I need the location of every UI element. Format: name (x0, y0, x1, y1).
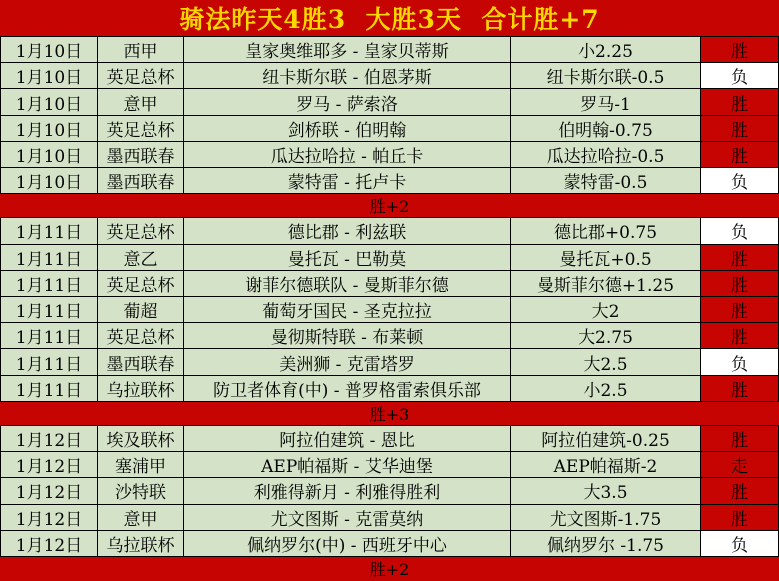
table-row (0, 89, 779, 115)
section-summary-bar: 胜+3 (0, 402, 779, 426)
result-cell: 胜 (700, 245, 779, 270)
result-cell: 胜 (700, 376, 779, 401)
result-cell: 胜 (700, 89, 779, 114)
bet-cell: 阿拉伯建筑-0.25 (510, 426, 700, 451)
bet-cell: AEP帕福斯-2 (510, 452, 700, 477)
league-cell: 沙特联 (97, 478, 183, 503)
table-row (0, 478, 779, 504)
league-cell: 乌拉联杯 (97, 376, 183, 401)
bet-cell: 曼托瓦+0.5 (510, 245, 700, 270)
match-cell: 尤文图斯 - 克雷莫纳 (183, 505, 510, 530)
league-cell: 意乙 (97, 245, 183, 270)
table-row (0, 116, 779, 142)
table-row (0, 245, 779, 271)
result-cell: 胜 (700, 478, 779, 503)
section-summary-bar: 胜+2 (0, 194, 779, 218)
date-cell: 1月11日 (0, 376, 97, 401)
league-cell: 意甲 (97, 505, 183, 530)
bet-cell: 小2.5 (510, 376, 700, 401)
result-cell: 胜 (700, 505, 779, 530)
result-cell: 负 (700, 531, 779, 556)
bet-cell: 大2.5 (510, 349, 700, 374)
table-row (0, 452, 779, 478)
table-row (0, 505, 779, 531)
league-cell: 塞浦甲 (97, 452, 183, 477)
date-cell: 1月11日 (0, 271, 97, 296)
table-row (0, 323, 779, 349)
date-cell: 1月11日 (0, 218, 97, 243)
table-row (0, 168, 779, 194)
date-cell: 1月12日 (0, 505, 97, 530)
bet-cell: 罗马-1 (510, 89, 700, 114)
date-cell: 1月10日 (0, 168, 97, 193)
date-cell: 1月12日 (0, 452, 97, 477)
result-cell: 胜 (700, 142, 779, 167)
date-cell: 1月11日 (0, 245, 97, 270)
league-cell: 意甲 (97, 89, 183, 114)
match-cell: 皇家奥维耶多 - 皇家贝蒂斯 (183, 37, 510, 62)
table-row (0, 218, 779, 244)
match-cell: 葡萄牙国民 - 圣克拉拉 (183, 297, 510, 322)
date-cell: 1月10日 (0, 142, 97, 167)
match-cell: 阿拉伯建筑 - 恩比 (183, 426, 510, 451)
result-cell: 负 (700, 168, 779, 193)
result-cell: 走 (700, 452, 779, 477)
match-cell: 美洲狮 - 克雷塔罗 (183, 349, 510, 374)
match-cell: 曼彻斯特联 - 布莱顿 (183, 323, 510, 348)
league-cell: 埃及联杯 (97, 426, 183, 451)
result-cell: 胜 (700, 297, 779, 322)
date-cell: 1月10日 (0, 63, 97, 88)
league-cell: 英足总杯 (97, 116, 183, 141)
match-cell: AEP帕福斯 - 艾华迪堡 (183, 452, 510, 477)
date-cell: 1月11日 (0, 349, 97, 374)
result-cell: 负 (700, 63, 779, 88)
bet-cell: 大3.5 (510, 478, 700, 503)
section-summary-bar: 胜+2 (0, 557, 779, 581)
table-row (0, 349, 779, 375)
league-cell: 墨西联春 (97, 142, 183, 167)
match-cell: 曼托瓦 - 巴勒莫 (183, 245, 510, 270)
table-row (0, 426, 779, 452)
record-banner: 骑法昨天4胜3 大胜3天 合计胜+7 (0, 0, 779, 37)
date-cell: 1月12日 (0, 531, 97, 556)
bet-cell: 大2 (510, 297, 700, 322)
date-cell: 1月11日 (0, 323, 97, 348)
bet-cell: 小2.25 (510, 37, 700, 62)
league-cell: 英足总杯 (97, 218, 183, 243)
league-cell: 葡超 (97, 297, 183, 322)
bet-cell: 大2.75 (510, 323, 700, 348)
result-cell: 负 (700, 218, 779, 243)
result-cell: 负 (700, 349, 779, 374)
table-row (0, 63, 779, 89)
match-cell: 谢菲尔德联队 - 曼斯菲尔德 (183, 271, 510, 296)
table-row (0, 37, 779, 63)
date-cell: 1月12日 (0, 426, 97, 451)
match-cell: 佩纳罗尔(中) - 西班牙中心 (183, 531, 510, 556)
table-row (0, 142, 779, 168)
bet-cell: 伯明翰-0.75 (510, 116, 700, 141)
result-cell: 胜 (700, 426, 779, 451)
match-cell: 防卫者体育(中) - 普罗格雷索俱乐部 (183, 376, 510, 401)
league-cell: 墨西联春 (97, 168, 183, 193)
bet-cell: 尤文图斯-1.75 (510, 505, 700, 530)
result-cell: 胜 (700, 116, 779, 141)
match-cell: 利雅得新月 - 利雅得胜利 (183, 478, 510, 503)
table-row (0, 531, 779, 557)
bet-cell: 纽卡斯尔联-0.5 (510, 63, 700, 88)
result-cell: 胜 (700, 271, 779, 296)
match-cell: 罗马 - 萨索洛 (183, 89, 510, 114)
date-cell: 1月11日 (0, 297, 97, 322)
league-cell: 乌拉联杯 (97, 531, 183, 556)
bet-cell: 德比郡+0.75 (510, 218, 700, 243)
match-cell: 瓜达拉哈拉 - 帕丘卡 (183, 142, 510, 167)
match-cell: 蒙特雷 - 托卢卡 (183, 168, 510, 193)
table-row (0, 376, 779, 402)
bet-cell: 曼斯菲尔德+1.25 (510, 271, 700, 296)
date-cell: 1月12日 (0, 478, 97, 503)
match-cell: 剑桥联 - 伯明翰 (183, 116, 510, 141)
league-cell: 英足总杯 (97, 63, 183, 88)
table-row (0, 271, 779, 297)
match-cell: 纽卡斯尔联 - 伯恩茅斯 (183, 63, 510, 88)
bet-cell: 蒙特雷-0.5 (510, 168, 700, 193)
league-cell: 英足总杯 (97, 323, 183, 348)
bet-cell: 佩纳罗尔 -1.75 (510, 531, 700, 556)
match-cell: 德比郡 - 利兹联 (183, 218, 510, 243)
table-row (0, 297, 779, 323)
league-cell: 西甲 (97, 37, 183, 62)
league-cell: 墨西联春 (97, 349, 183, 374)
league-cell: 英足总杯 (97, 271, 183, 296)
date-cell: 1月10日 (0, 89, 97, 114)
result-cell: 胜 (700, 37, 779, 62)
result-cell: 胜 (700, 323, 779, 348)
bet-cell: 瓜达拉哈拉-0.5 (510, 142, 700, 167)
date-cell: 1月10日 (0, 116, 97, 141)
date-cell: 1月10日 (0, 37, 97, 62)
